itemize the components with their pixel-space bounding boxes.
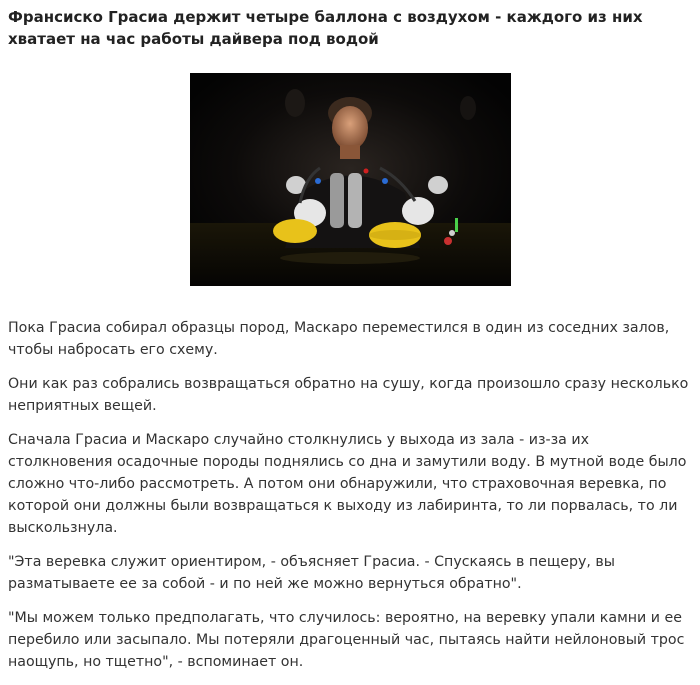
- article-heading: Франсиско Грасиа держит четыре баллона с воздухом - каждого из них хватает на час работы дайвера под водой: [8, 8, 643, 48]
- paragraph: "Эта веревка служит ориентиром, - объясняет Грасиа. - Спускаясь в пещеру, вы разматываете ее за собой - и по ней же можно вернуться обратно".: [8, 554, 615, 592]
- paragraph: Пока Грасиа собирал образцы пород, Маскаро переместился в один из соседних залов, чтобы набросать его схему.: [8, 320, 670, 358]
- paragraph: Они как раз собрались возвращаться обратно на сушу, когда произошло сразу несколько неприятных вещей.: [8, 376, 689, 414]
- paragraph: Сначала Грасиа и Маскаро случайно столкнулись у выхода из зала - из-за их столкновения осадочные породы поднялись со дна и замутили воду. В мутной воде было сложно что-либо рассмотреть. А потом они обнаружили, что страховочная веревка, по которой они должны были возвращаться к выходу из лабиринта, то ли порвалась, то ли выскользнула.: [8, 432, 687, 536]
- diver-photo: [190, 73, 511, 286]
- paragraph: "Мы можем только предполагать, что случилось: вероятно, на веревку упали камни и ее перебило или засыпало. Мы потеряли драгоценный час, пытаясь найти нейлоновый трос наощупь, но тщетно", - вспоминает он.: [8, 610, 685, 670]
- article-body: [8, 317, 692, 685]
